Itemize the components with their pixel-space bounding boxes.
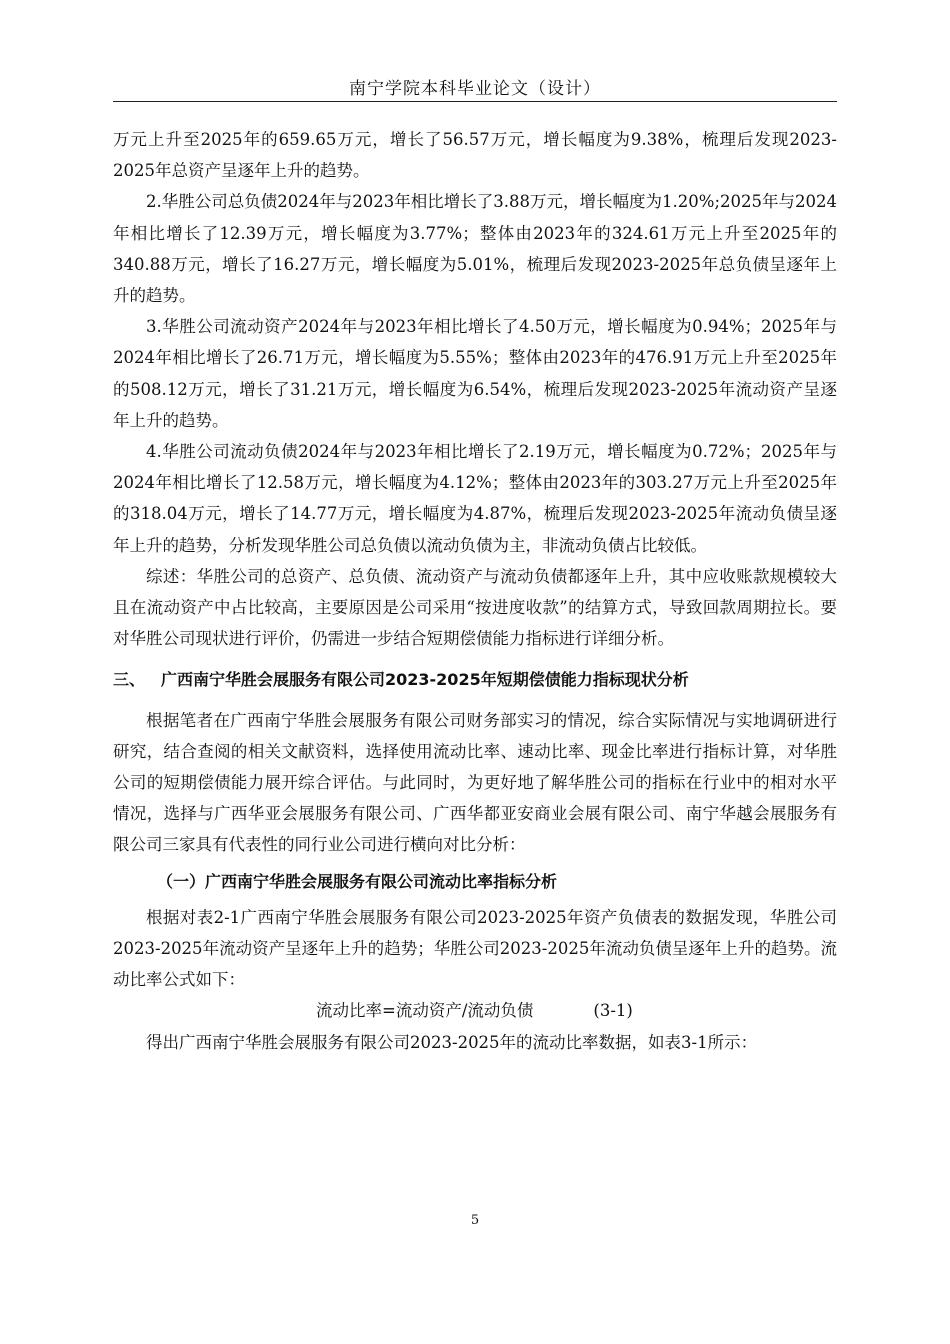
subsection-heading: （一）广西南宁华胜会展服务有限公司流动比率指标分析 [157,871,558,891]
paragraph-summary: 综述：华胜公司的总资产、总负债、流动资产与流动负债都逐年上升，其中应收账款规模较大且在流动资产中占比较高，主要原因是公司采用“按进度收款”的结算方式，导致回款周期拉长。要对华胜公司现状进行评价，仍需进一步结合短期偿债能力指标进行详细分析。 [113,566,837,649]
section-heading [113,664,837,695]
section-intro-paragraph: 根据笔者在广西南宁华胜会展服务有限公司财务部实习的情况，综合实际情况与实地调研进行研究，结合查阅的相关文献资料，选择使用流动比率、速动比率、现金比率进行指标计算，对华胜公司的短期偿债能力展开综合评估。与此同时，为更好地了解华胜公司的指标在行业中的相对水平情况，选择与广西华亚会展服务有限公司、广西华都亚安商业会展有限公司、南宁华越会展服务有限公司三家具有代表性的同行业公司进行横向对比分析： [113,710,837,855]
paragraph-total-liabilities: 2.华胜公司总负债2024年与2023年相比增长了3.88万元，增长幅度为1.20%;2025年与2024年相比增长了12.39万元，增长幅度为3.77%；整体由2023年的324.61万元上升至2025年的340.88万元，增长了16.27万元，增长幅度为5.01%，梳理后发现2023-2025年总负债呈逐年上升的趋势。 [113,192,837,306]
page-body [113,124,837,1058]
section-title: 广西南宁华胜会展服务有限公司2023-2025年短期偿债能力指标现状分析 [161,670,689,690]
paragraph-total-assets-cont: 万元上升至2025年的659.65万元，增长了56.57万元，增长幅度为9.38%，梳理后发现2023-2025年总资产呈逐年上升的趋势。 [113,130,837,181]
formula-line [113,995,837,1026]
formula-text: 流动比率=流动资产/流动负债 [316,1001,534,1021]
header-rule [113,101,837,102]
subsection-paragraph: 根据对表2-1广西南宁华胜会展服务有限公司2023-2025年资产负债表的数据发现，华胜公司2023-2025年流动资产呈逐年上升的趋势；华胜公司2023-2025年流动负债呈逐年上升的趋势。流动比率公式如下： [113,907,837,990]
paragraph-current-assets: 3.华胜公司流动资产2024年与2023年相比增长了4.50万元，增长幅度为0.94%；2025年与2024年相比增长了26.71万元，增长幅度为5.55%；整体由2023年的476.91万元上升至2025年的508.12万元，增长了31.21万元，增长幅度为6.54%，梳理后发现2023-2025年流动资产呈逐年上升的趋势。 [113,317,837,430]
page-number: 5 [470,1213,480,1228]
table-lead-paragraph: 得出广西南宁华胜会展服务有限公司2023-2025年的流动比率数据，如表3-1所示： [146,1032,758,1052]
header-title: 南宁学院本科毕业论文（设计） [349,79,601,99]
paragraph-current-liabilities: 4.华胜公司流动负债2024年与2023年相比增长了2.19万元，增长幅度为0.72%；2025年与2024年相比增长了12.58万元，增长幅度为4.12%；整体由2023年的303.27万元上升至2025年的318.04万元，增长了14.77万元，增长幅度为4.87%，梳理后发现2023-2025年流动负债呈逐年上升的趋势，分析发现华胜公司总负债以流动负债为主，非流动负债占比较低。 [113,442,837,555]
section-number: 三、 [113,670,146,690]
formula-number: (3-1) [593,1001,633,1021]
